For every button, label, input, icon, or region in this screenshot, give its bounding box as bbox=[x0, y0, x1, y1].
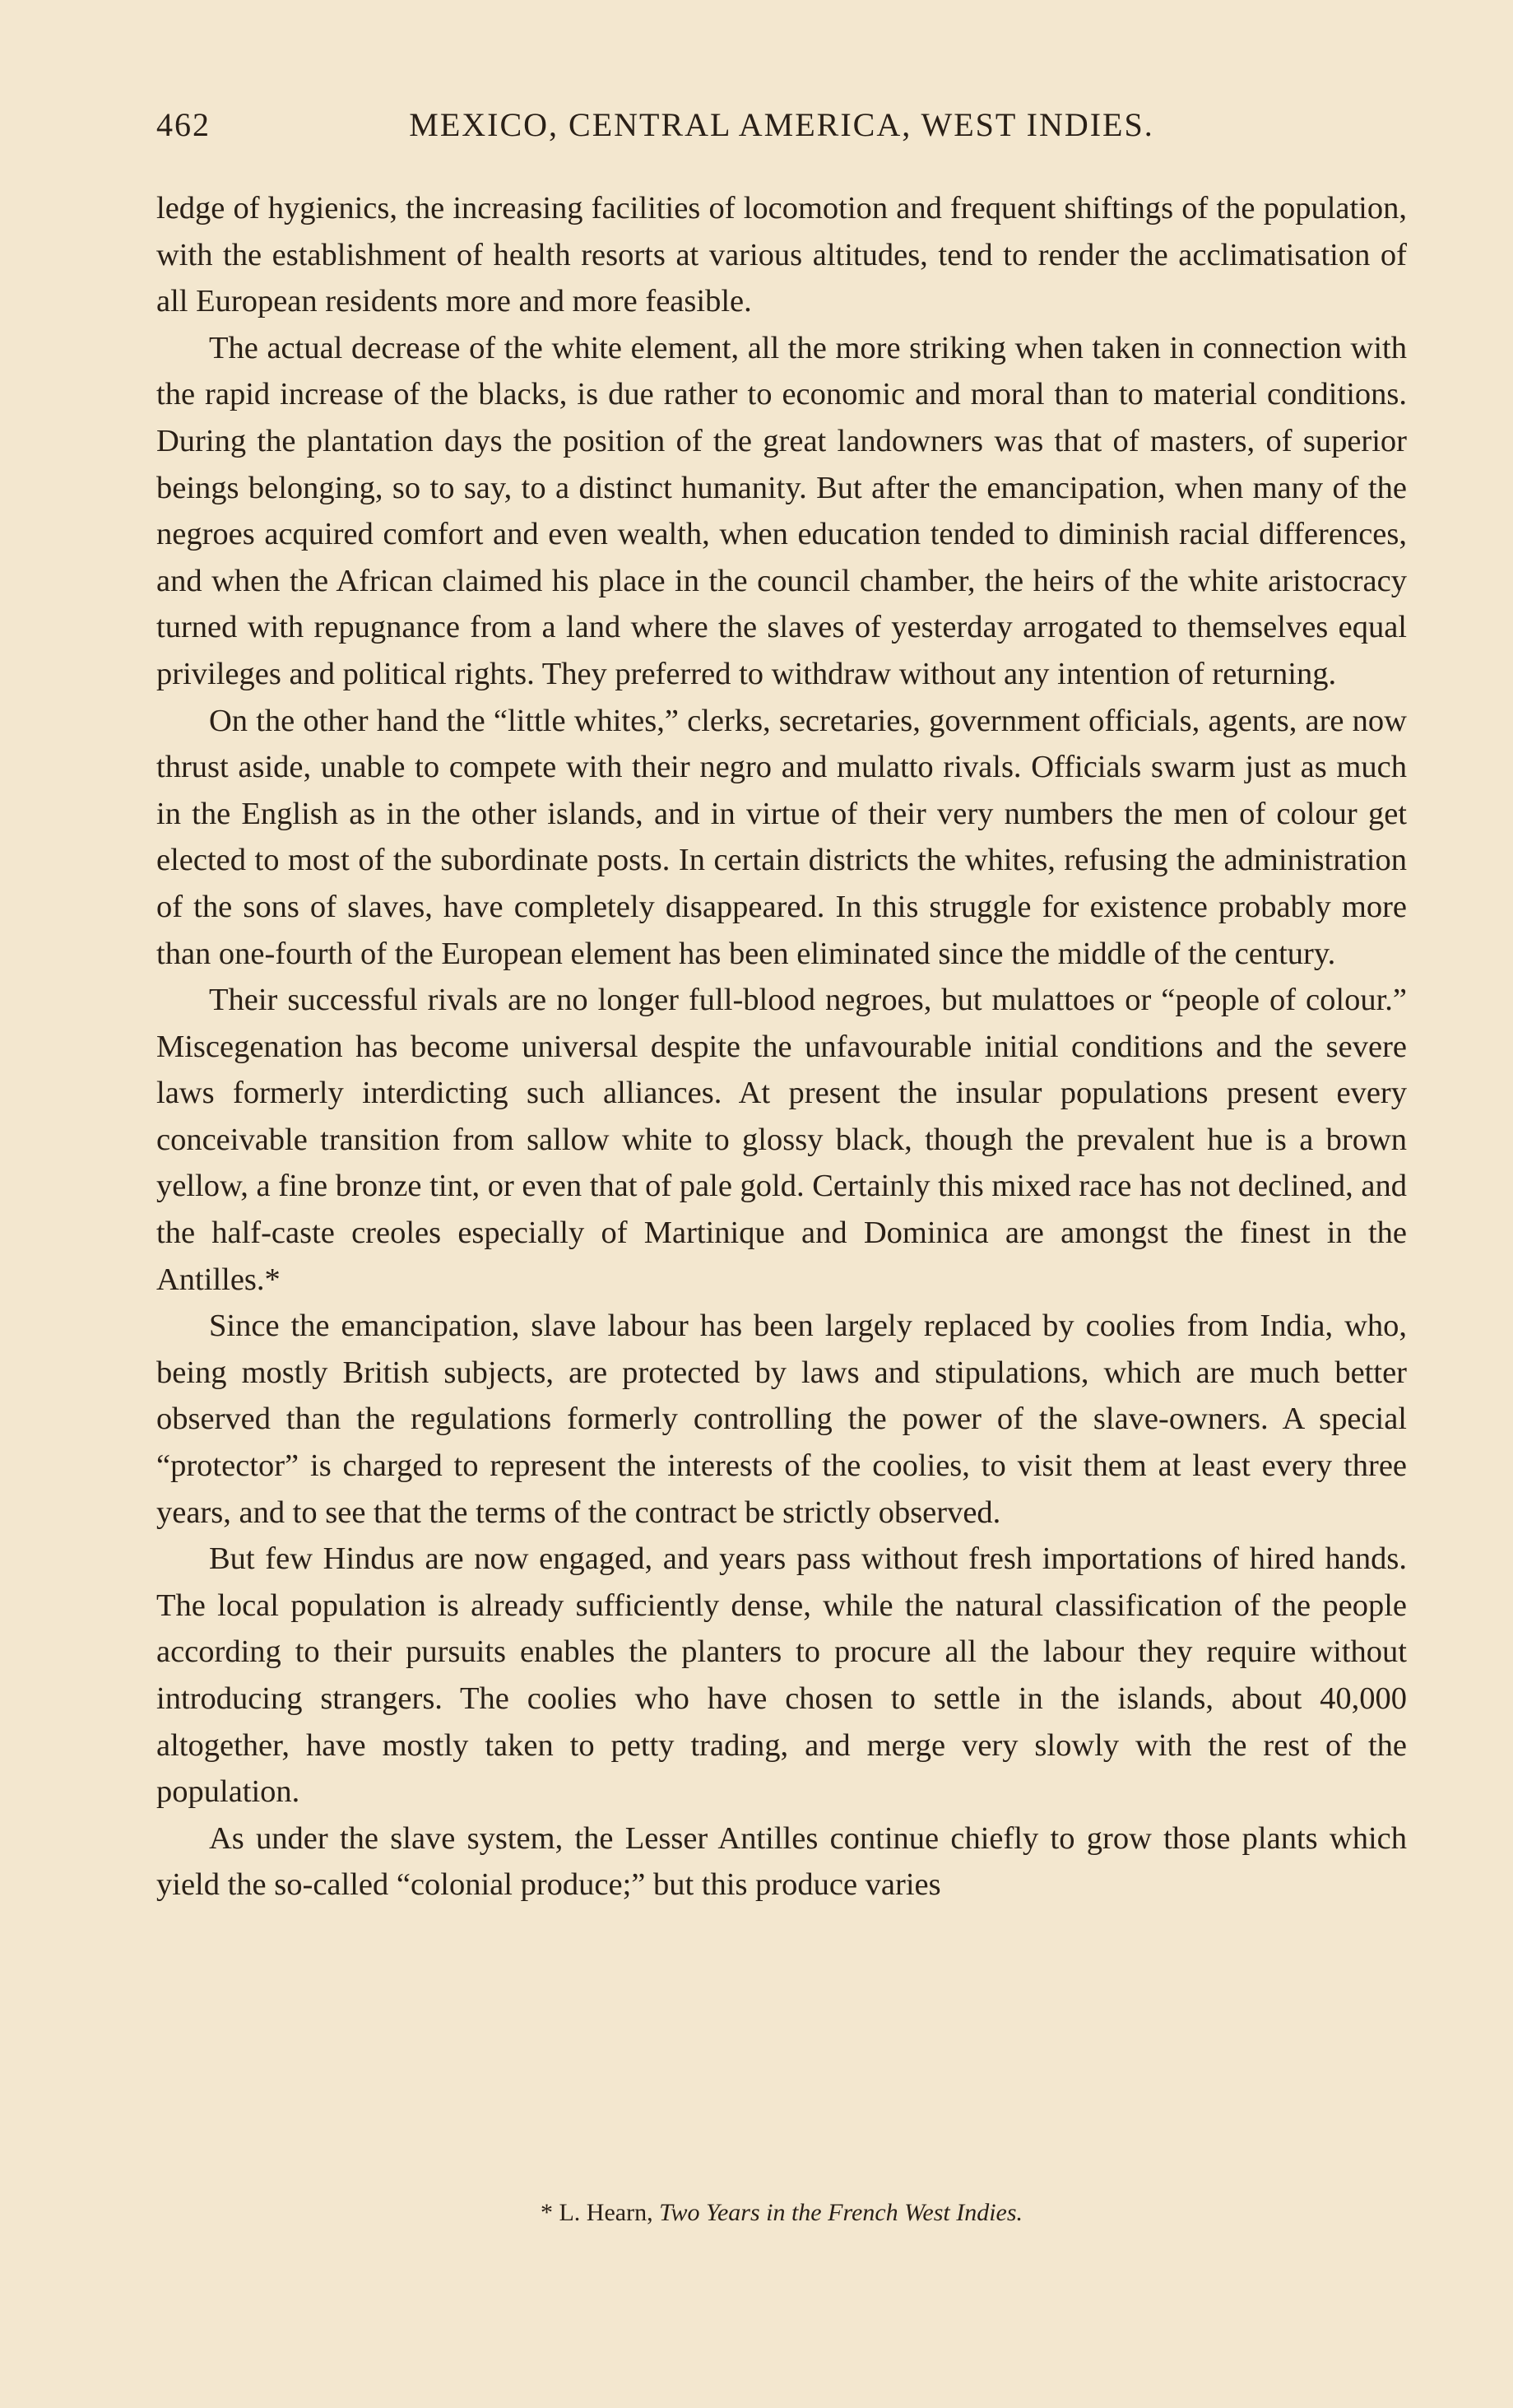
paragraph-2: The actual decrease of the white element, all the more striking when taken in connection with the rapid increase of the blacks, is due rather to economic and moral than to material conditions. During the plantation days the position of the great landowners was that of masters, of superior beings belonging, so to say, to a distinct humanity. But after the emancipation, when many of the negroes acquired comfort and even wealth, when education tended to diminish racial differences, and when the African claimed his place in the council chamber, the heirs of the white aristocracy turned with repugnance from a land where the slaves of yesterday arrogated to themselves equal privileges and political rights. They preferred to withdraw without any intention of returning. bbox=[156, 330, 1407, 691]
running-title: MEXICO, CENTRAL AMERICA, WEST INDIES. bbox=[409, 106, 1154, 143]
paragraph-3: On the other hand the “little whites,” clerks, secretaries, government officials, agents, are now thrust aside, unable to compete with their negro and mulatto rivals. Officials swarm just as much in the English as in the other islands, and in virtue of their very numbers the men of colour get elected to most of the subordinate posts. In certain districts the whites, refusing the administration of the sons of slaves, have completely disappeared. In this struggle for existence probably more than one-fourth of the European element has been eliminated since the middle of the century. bbox=[156, 703, 1407, 971]
paragraph-5: Since the emancipation, slave labour has been largely replaced by coolies from India, who, being mostly British subjects, are protected by laws and stipulations, which are much better observed than the regulations formerly controlling the power of the slave-owners. A special “protector” is charged to represent the interests of the coolies, to visit them at least every three years, and to see that the terms of the contract be strictly observed. bbox=[156, 1309, 1407, 1530]
footnote bbox=[156, 2199, 1407, 2227]
paragraph-1: ledge of hygienics, the increasing facilities of locomotion and frequent shiftings of the population, with the establishment of health resorts at various altitudes, tend to render the acclimatisation of all European residents more and more feasible. bbox=[156, 191, 1407, 319]
paragraph-7: As under the slave system, the Lesser Antilles continue chiefly to grow those plants which yield the so-called “colonial produce;” but this produce varies bbox=[156, 1820, 1407, 1903]
page-header bbox=[156, 105, 1407, 146]
paragraph-4: Their successful rivals are no longer full-blood negroes, but mulattoes or “people of colour.” Miscegenation has become universal despite the unfavourable initial conditions and the severe laws formerly interdicting such alliances. At present the insular populations present every conceivable transition from sallow white to glossy black, though the prevalent hue is a brown yellow, a fine bronze tint, or even that of pale gold. Certainly this mixed race has not declined, and the half-caste creoles especially of Martinique and Dominica are amongst the finest in the Antilles.* bbox=[156, 983, 1407, 1297]
page-number: 462 bbox=[156, 106, 211, 143]
footnote-author: * L. Hearn, bbox=[540, 2199, 653, 2226]
paragraph-6: But few Hindus are now engaged, and years pass without fresh importations of hired hands. The local population is already sufficiently dense, while the natural classification of the people according to their pursuits enables the planters to procure all the labour they require without introducing strangers. The coolies who have chosen to settle in the islands, about 40,000 altogether, have mostly taken to petty trading, and merge very slowly with the rest of the population. bbox=[156, 1541, 1407, 1810]
body-text bbox=[156, 185, 1407, 1908]
footnote-work-title: Two Years in the French West Indies. bbox=[659, 2199, 1023, 2226]
